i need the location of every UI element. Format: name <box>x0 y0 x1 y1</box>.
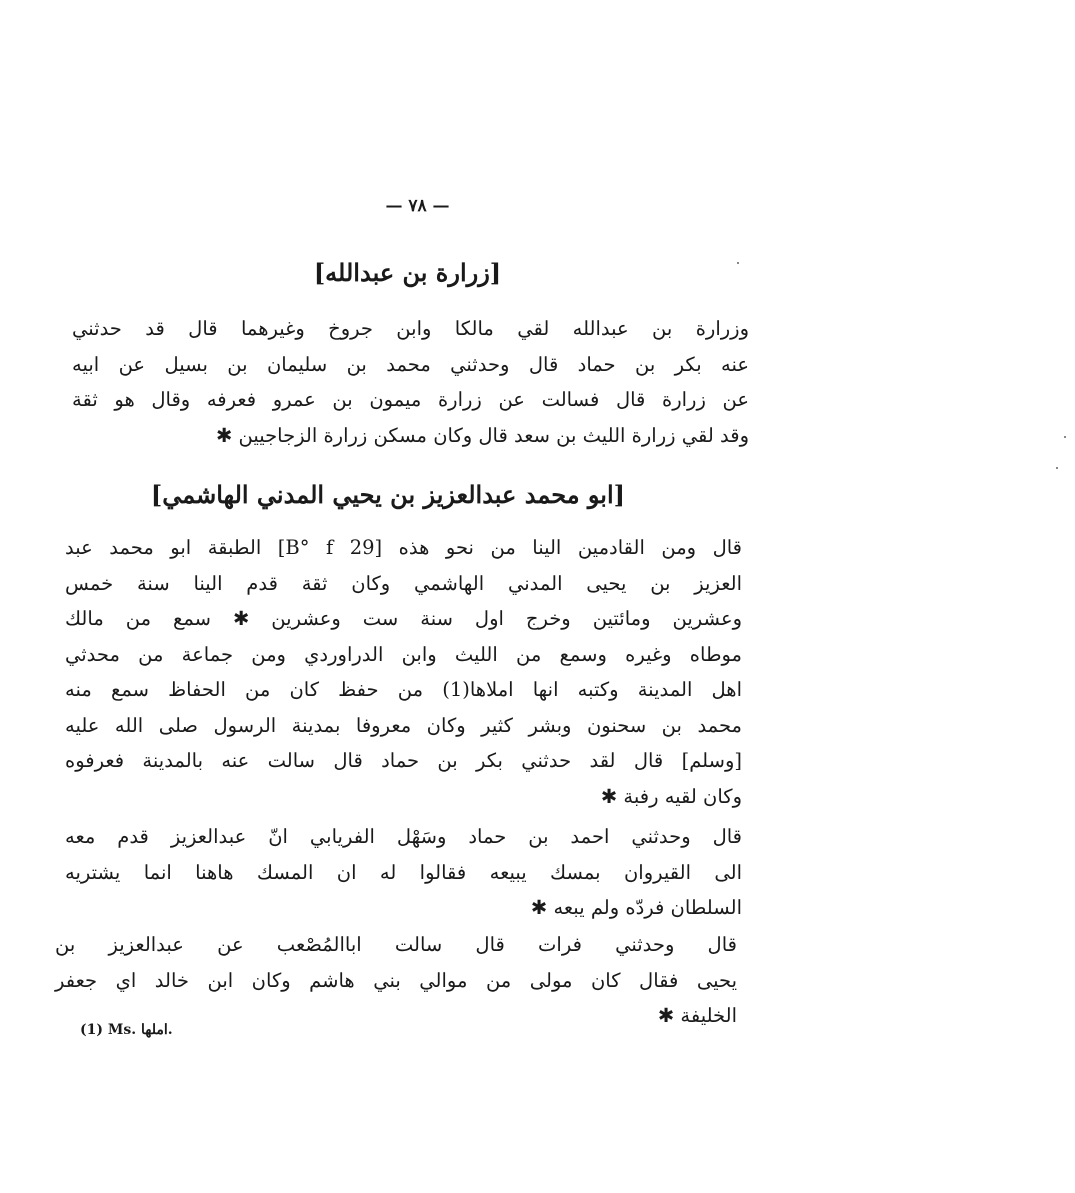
text-line: وكان لقيه رفبة ✱ <box>600 784 742 808</box>
text-line: اهل المدينة وكتبه انها املاها(1) من حفظ كان من الحفاظ سمع منه <box>65 678 742 701</box>
section-heading-abd-al-aziz: [ابو محمد عبدالعزيز بن يحيي المدني الهاشمي] <box>150 480 625 509</box>
text-line: العزيز بن يحيى المدني الهاشمي وكان ثقة قدم الينا سنة خمس <box>65 571 742 595</box>
footnote: (1) Ms. املها. <box>80 1022 173 1038</box>
text-line: وزرارة بن عبدالله لقي مالكا وابن جروخ وغيرهما قال قد حدثني <box>72 317 749 340</box>
page-number: — ٧٨ — <box>385 196 450 216</box>
paragraph-abd-al-aziz <box>65 530 742 814</box>
text-line: عنه بكر بن حماد قال وحدثني محمد بن سليمان بن بسيل عن ابيه <box>72 352 749 376</box>
text-line: قال وحدثني فرات قال سالت اباالمُصْعب عن عبدالعزيز بن <box>55 933 737 956</box>
text-line: قال ومن القادمين الينا من نحو هذه [29 B° f] الطبقة ابو محمد عبد <box>65 536 743 559</box>
text-line: وعشرين ومائتين وخرج اول سنة ست وعشرين ✱ سمع من مالك <box>65 607 742 630</box>
text-line: [وسلم] قال لقد حدثني بكر بن حماد قال سالت عنه بالمدينة فعرفوه <box>65 749 742 772</box>
text-line: وقد لقي زرارة الليث بن سعد قال وكان مسكن زرارة الزجاجيين ✱ <box>215 423 749 447</box>
paragraph-musk <box>65 819 742 926</box>
paragraph-zurara <box>72 311 749 453</box>
paragraph-furat <box>55 927 737 1034</box>
scan-speck <box>737 262 739 264</box>
scan-speck <box>1064 436 1066 438</box>
text-line: الى القيروان بمسك يبيعه فقالوا له ان المسك هاهنا انما يشتريه <box>65 860 742 884</box>
text-line: محمد بن سحنون وبشر كثير وكان معروفا بمدينة الرسول صلى الله عليه <box>65 713 742 737</box>
text-line: يحيى فقال كان مولى من موالي بني هاشم وكان ابن خالد اي جعفر <box>55 968 737 992</box>
text-line: الخليفة ✱ <box>657 1004 737 1027</box>
scan-speck <box>1056 467 1058 469</box>
text-line: قال وحدثني احمد بن حماد وسَهْل الفريابي انّ عبدالعزيز قدم معه <box>65 825 742 848</box>
section-heading-zurara: [زرارة بن عبدالله] <box>313 258 502 287</box>
text-line: موطاه وغيره وسمع من الليث وابن الدراوردي ومن جماعة من محدثي <box>65 642 742 666</box>
text-line: السلطان فردّه ولم يبعه ✱ <box>530 896 742 919</box>
text-line: عن زرارة قال فسالت عن زرارة ميمون بن عمرو فعرفه وقال هو ثقة <box>72 388 749 411</box>
